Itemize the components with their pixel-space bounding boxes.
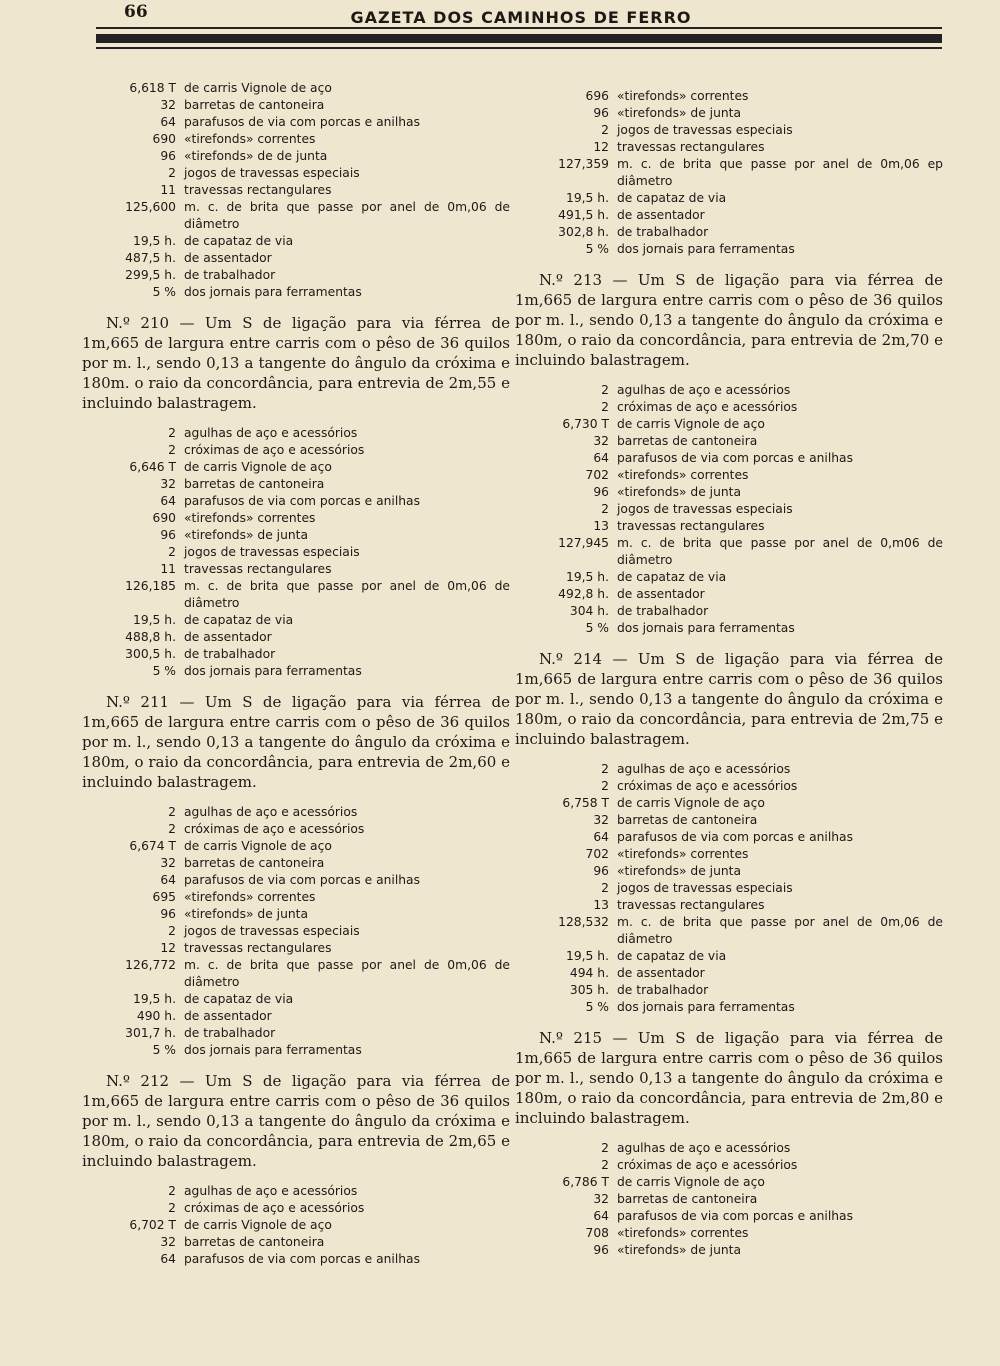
item-description: de trabalhador xyxy=(617,604,709,618)
item-quantity: 12 xyxy=(160,941,176,955)
list-item xyxy=(82,114,510,131)
item-description: «tirefonds» correntes xyxy=(184,511,316,525)
item-quantity: 126,185 xyxy=(125,579,176,593)
item-description: agulhas de aço e acessórios xyxy=(184,426,358,440)
item-description: jogos de travessas especiais xyxy=(184,924,360,938)
item-description: de assentador xyxy=(184,251,272,265)
item-quantity: 690 xyxy=(152,132,176,146)
item-quantity: 6,674 T xyxy=(129,839,176,853)
item-quantity: 64 xyxy=(593,451,609,465)
list-item xyxy=(82,889,510,906)
item-quantity: 2 xyxy=(601,123,609,137)
item-quantity: 2 xyxy=(168,443,176,457)
paragraph-213: N.º 213 — Um S de ligação para via férrea de 1m,665 de largura entre carris com o pêso de 36 quilos por m. l., sendo 0,13 a tangente do ângulo da cróxima e 180m, o raio da concordância, para entrevia de 2m,70 e incluindo balastragem. xyxy=(515,271,943,369)
list-item xyxy=(515,156,943,190)
item-quantity: 2 xyxy=(168,1201,176,1215)
item-description: parafusos de via com porcas e anilhas xyxy=(617,830,853,844)
item-description: jogos de travessas especiais xyxy=(184,166,360,180)
list-item xyxy=(82,1025,510,1042)
item-quantity: 5 % xyxy=(585,242,609,256)
list-item xyxy=(82,646,510,663)
item-list xyxy=(82,804,510,1059)
list-item xyxy=(515,812,943,829)
item-description: «tirefonds» de de junta xyxy=(184,149,328,163)
item-description: «tirefonds» de junta xyxy=(617,1243,742,1257)
item-description: m. c. de brita que passe por anel de 0m,06 de diâmetro xyxy=(184,579,510,610)
item-quantity: 708 xyxy=(585,1226,609,1240)
item-quantity: 2 xyxy=(601,779,609,793)
item-list xyxy=(515,88,943,258)
list-item xyxy=(515,122,943,139)
item-description: «tirefonds» de junta xyxy=(617,106,742,120)
item-description: cróximas de aço e acessórios xyxy=(184,822,365,836)
list-item xyxy=(82,923,510,940)
item-quantity: 2 xyxy=(601,881,609,895)
item-quantity: 301,7 h. xyxy=(125,1026,176,1040)
list-item xyxy=(515,620,943,637)
item-quantity: 96 xyxy=(593,106,609,120)
list-item xyxy=(515,484,943,501)
list-item xyxy=(515,795,943,812)
item-description: agulhas de aço e acessórios xyxy=(617,1141,791,1155)
list-item xyxy=(82,855,510,872)
list-item xyxy=(82,940,510,957)
item-description: barretas de cantoneira xyxy=(617,434,758,448)
item-quantity: 32 xyxy=(160,1235,176,1249)
item-quantity: 32 xyxy=(593,813,609,827)
list-item xyxy=(82,476,510,493)
item-quantity: 6,702 T xyxy=(129,1218,176,1232)
item-list xyxy=(82,425,510,680)
item-description: m. c. de brita que passe por anel de 0m,06 ep diâmetro xyxy=(617,157,943,188)
item-description: barretas de cantoneira xyxy=(184,856,325,870)
item-description: de trabalhador xyxy=(184,1026,276,1040)
item-quantity: 490 h. xyxy=(136,1009,176,1023)
list-item xyxy=(515,914,943,948)
list-item xyxy=(515,535,943,569)
item-quantity: 695 xyxy=(152,890,176,904)
left-column xyxy=(82,80,510,1272)
item-description: de capataz de via xyxy=(184,234,294,248)
header-rule-top xyxy=(96,27,942,29)
item-quantity: 2 xyxy=(601,502,609,516)
list-item xyxy=(515,224,943,241)
item-quantity: 2 xyxy=(601,1158,609,1172)
item-quantity: 5 % xyxy=(585,1000,609,1014)
item-description: de assentador xyxy=(617,208,705,222)
item-quantity: 19,5 h. xyxy=(566,191,609,205)
list-item xyxy=(82,838,510,855)
item-description: m. c. de brita que passe por anel de 0m,06 de diâmetro xyxy=(184,958,510,989)
item-quantity: 11 xyxy=(160,183,176,197)
list-item xyxy=(515,450,943,467)
list-item xyxy=(82,821,510,838)
list-item xyxy=(515,829,943,846)
item-description: de capataz de via xyxy=(617,191,727,205)
item-description: «tirefonds» de junta xyxy=(617,485,742,499)
list-item xyxy=(82,957,510,991)
item-description: travessas rectangulares xyxy=(617,519,765,533)
list-item xyxy=(515,948,943,965)
item-description: parafusos de via com porcas e anilhas xyxy=(184,873,420,887)
list-item xyxy=(82,182,510,199)
item-quantity: 6,618 T xyxy=(129,81,176,95)
list-item xyxy=(515,1191,943,1208)
item-quantity: 64 xyxy=(593,1209,609,1223)
item-description: parafusos de via com porcas e anilhas xyxy=(184,494,420,508)
item-description: agulhas de aço e acessórios xyxy=(184,1184,358,1198)
item-description: travessas rectangulares xyxy=(617,140,765,154)
list-item xyxy=(82,80,510,97)
item-description: de assentador xyxy=(184,630,272,644)
item-quantity: 488,8 h. xyxy=(125,630,176,644)
item-quantity: 96 xyxy=(160,528,176,542)
item-quantity: 127,359 xyxy=(558,157,609,171)
item-quantity: 2 xyxy=(168,805,176,819)
item-quantity: 2 xyxy=(168,924,176,938)
item-quantity: 2 xyxy=(168,545,176,559)
list-item xyxy=(82,1042,510,1059)
list-item xyxy=(82,97,510,114)
item-quantity: 2 xyxy=(601,1141,609,1155)
item-quantity: 12 xyxy=(593,140,609,154)
item-description: de assentador xyxy=(617,966,705,980)
item-quantity: 64 xyxy=(593,830,609,844)
item-description: cróximas de aço e acessórios xyxy=(184,443,365,457)
item-quantity: 96 xyxy=(593,864,609,878)
item-description: agulhas de aço e acessórios xyxy=(617,383,791,397)
item-quantity: 300,5 h. xyxy=(125,647,176,661)
item-description: jogos de travessas especiais xyxy=(617,123,793,137)
item-description: parafusos de via com porcas e anilhas xyxy=(617,1209,853,1223)
item-description: de carris Vignole de aço xyxy=(617,1175,765,1189)
item-description: «tirefonds» correntes xyxy=(617,1226,749,1240)
item-description: dos jornais para ferramentas xyxy=(184,1043,362,1057)
item-description: parafusos de via com porcas e anilhas xyxy=(184,115,420,129)
item-description: barretas de cantoneira xyxy=(184,1235,325,1249)
item-quantity: 19,5 h. xyxy=(133,234,176,248)
item-description: parafusos de via com porcas e anilhas xyxy=(617,451,853,465)
item-description: de capataz de via xyxy=(617,949,727,963)
item-description: barretas de cantoneira xyxy=(617,1192,758,1206)
paragraph-210: N.º 210 — Um S de ligação para via férrea de 1m,665 de largura entre carris com o pêso de 36 quilos por m. l., sendo 0,13 a tangente do ângulo da cróxima e 180m. o raio da concordância, para entrevia de 2m,55 e incluindo balastragem. xyxy=(82,314,510,412)
list-item xyxy=(515,88,943,105)
item-quantity: 128,532 xyxy=(558,915,609,929)
list-item xyxy=(82,425,510,442)
item-description: m. c. de brita que passe por anel de 0m,06 de diâmetro xyxy=(184,200,510,231)
item-quantity: 32 xyxy=(160,98,176,112)
item-quantity: 2 xyxy=(168,166,176,180)
item-quantity: 6,758 T xyxy=(562,796,609,810)
item-description: agulhas de aço e acessórios xyxy=(184,805,358,819)
list-item xyxy=(82,131,510,148)
item-quantity: 6,730 T xyxy=(562,417,609,431)
list-item xyxy=(82,199,510,233)
list-item xyxy=(82,629,510,646)
item-description: travessas rectangulares xyxy=(617,898,765,912)
list-item xyxy=(515,382,943,399)
paragraph-211: N.º 211 — Um S de ligação para via férrea de 1m,665 de largura entre carris com o pêso de 36 quilos por m. l., sendo 0,13 a tangente do ângulo da cróxima e 180m, o raio da concordância, para entrevia de 2m,60 e incluindo balastragem. xyxy=(82,693,510,791)
item-description: «tirefonds» correntes xyxy=(184,132,316,146)
list-item xyxy=(82,1234,510,1251)
list-item xyxy=(82,1217,510,1234)
item-description: de assentador xyxy=(184,1009,272,1023)
list-item xyxy=(82,442,510,459)
paragraph-212: N.º 212 — Um S de ligação para via férrea de 1m,665 de largura entre carris com o pêso de 36 quilos por m. l., sendo 0,13 a tangente do ângulo da cróxima e 180m, o raio da concordância, para entrevia de 2m,65 e incluindo balastragem. xyxy=(82,1072,510,1170)
item-quantity: 11 xyxy=(160,562,176,576)
list-item xyxy=(82,663,510,680)
list-item xyxy=(515,999,943,1016)
list-item xyxy=(82,459,510,476)
list-item xyxy=(82,510,510,527)
list-item xyxy=(82,991,510,1008)
paragraph-214: N.º 214 — Um S de ligação para via férrea de 1m,665 de largura entre carris com o pêso de 36 quilos por m. l., sendo 0,13 a tangente do ângulo da cróxima e 180m, o raio da concordância, para entrevia de 2m,75 e incluindo balastragem. xyxy=(515,650,943,748)
item-quantity: 96 xyxy=(160,907,176,921)
item-quantity: 2 xyxy=(168,426,176,440)
item-description: de trabalhador xyxy=(184,268,276,282)
list-item xyxy=(515,846,943,863)
item-quantity: 32 xyxy=(160,477,176,491)
item-quantity: 2 xyxy=(601,383,609,397)
list-item xyxy=(515,897,943,914)
list-item xyxy=(515,139,943,156)
list-item xyxy=(515,863,943,880)
list-item xyxy=(82,1251,510,1268)
item-description: «tirefonds» de junta xyxy=(184,907,309,921)
item-quantity: 6,646 T xyxy=(129,460,176,474)
item-list xyxy=(82,80,510,301)
item-description: de carris Vignole de aço xyxy=(617,796,765,810)
list-item xyxy=(515,982,943,999)
item-description: de trabalhador xyxy=(617,983,709,997)
list-item xyxy=(515,501,943,518)
list-item xyxy=(82,527,510,544)
item-description: cróximas de aço e acessórios xyxy=(617,779,798,793)
item-quantity: 64 xyxy=(160,873,176,887)
item-description: dos jornais para ferramentas xyxy=(617,242,795,256)
item-quantity: 305 h. xyxy=(569,983,609,997)
item-description: travessas rectangulares xyxy=(184,941,332,955)
item-description: parafusos de via com porcas e anilhas xyxy=(184,1252,420,1266)
list-item xyxy=(82,250,510,267)
item-description: dos jornais para ferramentas xyxy=(617,621,795,635)
list-item xyxy=(515,1208,943,1225)
item-description: jogos de travessas especiais xyxy=(617,881,793,895)
item-quantity: 5 % xyxy=(152,285,176,299)
list-item xyxy=(82,493,510,510)
item-quantity: 302,8 h. xyxy=(558,225,609,239)
item-description: jogos de travessas especiais xyxy=(184,545,360,559)
item-description: de capataz de via xyxy=(617,570,727,584)
item-description: «tirefonds» correntes xyxy=(184,890,316,904)
item-quantity: 64 xyxy=(160,1252,176,1266)
item-quantity: 13 xyxy=(593,519,609,533)
list-item xyxy=(515,105,943,122)
item-quantity: 32 xyxy=(160,856,176,870)
item-description: cróximas de aço e acessórios xyxy=(617,1158,798,1172)
item-description: travessas rectangulares xyxy=(184,183,332,197)
item-quantity: 702 xyxy=(585,847,609,861)
item-quantity: 64 xyxy=(160,494,176,508)
item-quantity: 96 xyxy=(593,485,609,499)
list-item xyxy=(82,267,510,284)
item-description: de assentador xyxy=(617,587,705,601)
item-description: cróximas de aço e acessórios xyxy=(617,400,798,414)
list-item xyxy=(515,190,943,207)
item-quantity: 494 h. xyxy=(569,966,609,980)
header-rule-bottom xyxy=(96,47,942,49)
list-item xyxy=(82,544,510,561)
list-item xyxy=(515,207,943,224)
journal-title: GAZETA DOS CAMINHOS DE FERRO xyxy=(350,8,692,27)
list-item xyxy=(515,880,943,897)
item-quantity: 487,5 h. xyxy=(125,251,176,265)
item-description: «tirefonds» correntes xyxy=(617,847,749,861)
list-item xyxy=(515,1225,943,1242)
list-item xyxy=(82,284,510,301)
item-list xyxy=(515,382,943,637)
list-item xyxy=(82,1200,510,1217)
item-description: jogos de travessas especiais xyxy=(617,502,793,516)
list-item xyxy=(515,586,943,603)
right-column xyxy=(515,88,943,1263)
list-item xyxy=(82,233,510,250)
item-description: de carris Vignole de aço xyxy=(184,81,332,95)
list-item xyxy=(515,965,943,982)
item-description: travessas rectangulares xyxy=(184,562,332,576)
list-item xyxy=(515,416,943,433)
item-quantity: 64 xyxy=(160,115,176,129)
item-quantity: 32 xyxy=(593,1192,609,1206)
item-description: «tirefonds» de junta xyxy=(184,528,309,542)
item-quantity: 13 xyxy=(593,898,609,912)
item-list xyxy=(515,1140,943,1259)
list-item xyxy=(515,399,943,416)
item-quantity: 5 % xyxy=(152,1043,176,1057)
list-item xyxy=(515,1140,943,1157)
list-item xyxy=(515,603,943,620)
item-quantity: 2 xyxy=(601,762,609,776)
paragraph-215: N.º 215 — Um S de ligação para via férrea de 1m,665 de largura entre carris com o pêso de 36 quilos por m. l., sendo 0,13 a tangente do ângulo da cróxima e 180m, o raio da concordância, para entrevia de 2m,80 e incluindo balastragem. xyxy=(515,1029,943,1127)
list-item xyxy=(515,433,943,450)
item-quantity: 19,5 h. xyxy=(566,570,609,584)
item-quantity: 492,8 h. xyxy=(558,587,609,601)
item-quantity: 19,5 h. xyxy=(133,613,176,627)
list-item xyxy=(82,1008,510,1025)
item-quantity: 690 xyxy=(152,511,176,525)
item-list xyxy=(82,1183,510,1268)
item-description: «tirefonds» de junta xyxy=(617,864,742,878)
item-description: agulhas de aço e acessórios xyxy=(617,762,791,776)
item-description: de capataz de via xyxy=(184,613,294,627)
list-item xyxy=(515,1174,943,1191)
item-description: de carris Vignole de aço xyxy=(184,839,332,853)
item-quantity: 2 xyxy=(168,1184,176,1198)
list-item xyxy=(515,467,943,484)
item-description: cróximas de aço e acessórios xyxy=(184,1201,365,1215)
list-item xyxy=(82,148,510,165)
item-quantity: 19,5 h. xyxy=(133,992,176,1006)
list-item xyxy=(82,612,510,629)
item-quantity: 702 xyxy=(585,468,609,482)
list-item xyxy=(82,578,510,612)
item-quantity: 126,772 xyxy=(125,958,176,972)
item-quantity: 96 xyxy=(160,149,176,163)
list-item xyxy=(82,1183,510,1200)
item-description: barretas de cantoneira xyxy=(184,98,325,112)
item-quantity: 2 xyxy=(168,822,176,836)
item-quantity: 2 xyxy=(601,400,609,414)
item-description: barretas de cantoneira xyxy=(184,477,325,491)
item-quantity: 32 xyxy=(593,434,609,448)
list-item xyxy=(515,241,943,258)
list-item xyxy=(82,872,510,889)
page-header xyxy=(96,0,946,26)
item-description: de carris Vignole de aço xyxy=(184,1218,332,1232)
item-description: de trabalhador xyxy=(617,225,709,239)
item-description: de carris Vignole de aço xyxy=(617,417,765,431)
list-item xyxy=(82,165,510,182)
item-quantity: 127,945 xyxy=(558,536,609,550)
page-number: 66 xyxy=(124,2,148,22)
list-item xyxy=(515,518,943,535)
list-item xyxy=(515,1242,943,1259)
item-quantity: 5 % xyxy=(585,621,609,635)
item-description: «tirefonds» correntes xyxy=(617,89,749,103)
item-description: de capataz de via xyxy=(184,992,294,1006)
list-item xyxy=(82,561,510,578)
item-description: m. c. de brita que passe por anel de 0,m06 de diâmetro xyxy=(617,536,943,567)
item-description: de trabalhador xyxy=(184,647,276,661)
item-quantity: 304 h. xyxy=(569,604,609,618)
item-description: de carris Vignole de aço xyxy=(184,460,332,474)
header-rule-thick xyxy=(96,34,942,43)
list-item xyxy=(82,804,510,821)
item-description: «tirefonds» correntes xyxy=(617,468,749,482)
item-description: dos jornais para ferramentas xyxy=(184,664,362,678)
item-list xyxy=(515,761,943,1016)
item-quantity: 491,5 h. xyxy=(558,208,609,222)
item-quantity: 125,600 xyxy=(125,200,176,214)
item-quantity: 19,5 h. xyxy=(566,949,609,963)
item-quantity: 299,5 h. xyxy=(125,268,176,282)
list-item xyxy=(515,778,943,795)
list-item xyxy=(515,761,943,778)
item-quantity: 696 xyxy=(585,89,609,103)
list-item xyxy=(515,1157,943,1174)
item-quantity: 6,786 T xyxy=(562,1175,609,1189)
item-quantity: 96 xyxy=(593,1243,609,1257)
item-description: dos jornais para ferramentas xyxy=(184,285,362,299)
item-description: dos jornais para ferramentas xyxy=(617,1000,795,1014)
item-description: barretas de cantoneira xyxy=(617,813,758,827)
list-item xyxy=(515,569,943,586)
item-quantity: 5 % xyxy=(152,664,176,678)
list-item xyxy=(82,906,510,923)
item-description: m. c. de brita que passe por anel de 0m,06 de diâmetro xyxy=(617,915,943,946)
